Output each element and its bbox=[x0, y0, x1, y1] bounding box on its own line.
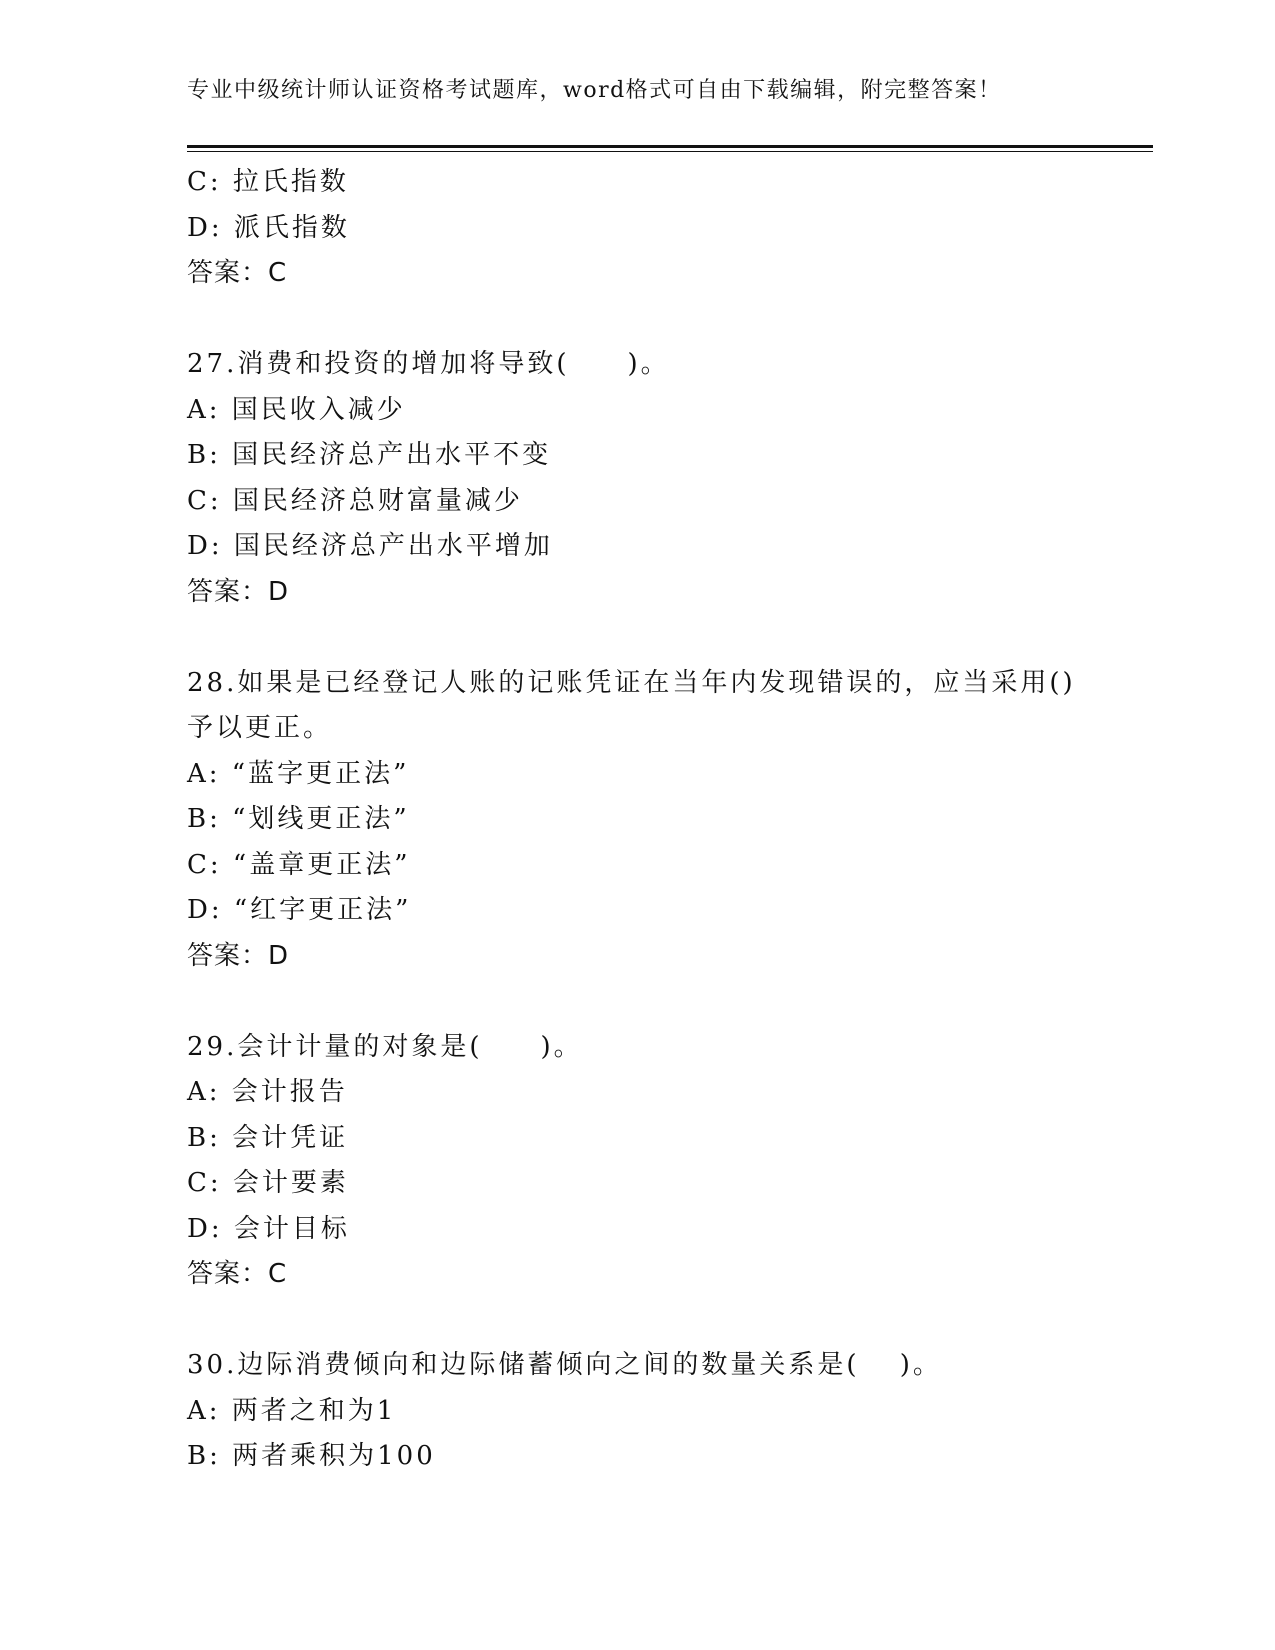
option-line: B: 两者乘积为100 bbox=[187, 1441, 436, 1471]
option-line: C: 会计要素 bbox=[187, 1168, 349, 1198]
question-text: 30.边际消费倾向和边际储蓄倾向之间的数量关系是( )。 bbox=[187, 1350, 942, 1380]
question-gap bbox=[187, 615, 1087, 661]
question-gap bbox=[187, 297, 1087, 343]
option-line: B: 会计凭证 bbox=[187, 1122, 349, 1153]
option-line: C: “盖章更正法” bbox=[187, 849, 411, 880]
page-header: 专业中级统计师认证资格考试题库，word格式可自由下载编辑，附完整答案！ bbox=[187, 78, 1002, 103]
question-text: 27.消费和投资的增加将导致( )。 bbox=[187, 349, 670, 379]
document-body bbox=[187, 160, 1087, 1480]
question-gap bbox=[187, 979, 1087, 1025]
option-line: D: “红字更正法” bbox=[187, 895, 412, 925]
option-line: C: 国民经济总财富量减少 bbox=[187, 485, 523, 516]
option-line: C: 拉氏指数 bbox=[187, 167, 349, 197]
answer-line: 答案：C bbox=[187, 1259, 288, 1289]
option-line: A: “蓝字更正法” bbox=[187, 758, 410, 789]
header-rule-thin bbox=[187, 151, 1153, 152]
option-line: D: 派氏指数 bbox=[187, 212, 350, 243]
option-line: B: 国民经济总产出水平不变 bbox=[187, 440, 552, 470]
answer-line: 答案：C bbox=[187, 258, 288, 288]
header-rule-thick bbox=[187, 145, 1153, 148]
answer-line: 答案：D bbox=[187, 576, 290, 607]
option-line: D: 会计目标 bbox=[187, 1213, 350, 1244]
option-line: A: 会计报告 bbox=[187, 1077, 348, 1107]
question-text: 29.会计计量的对象是( )。 bbox=[187, 1031, 583, 1062]
option-line: D: 国民经济总产出水平增加 bbox=[187, 531, 553, 561]
option-line: B: “划线更正法” bbox=[187, 804, 410, 834]
answer-line: 答案：D bbox=[187, 940, 290, 971]
option-line: A: 国民收入减少 bbox=[187, 394, 406, 425]
question-gap bbox=[187, 1298, 1087, 1344]
question-text: 28.如果是已经登记人账的记账凭证在当年内发现错误的，应当采用() bbox=[187, 667, 1076, 698]
question-text-continued: 予以更正。 bbox=[187, 713, 333, 743]
option-line: A: 两者之和为1 bbox=[187, 1395, 397, 1426]
